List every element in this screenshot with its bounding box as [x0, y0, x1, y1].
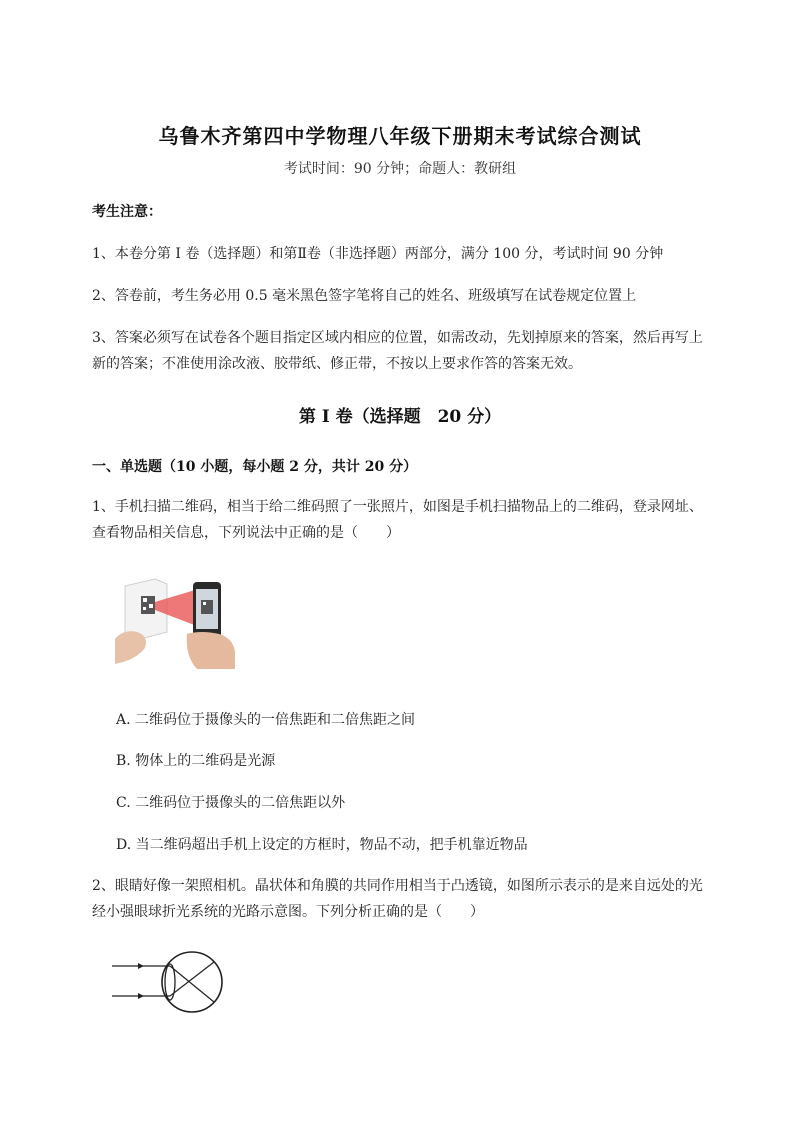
section-title: 第 I 卷（选择题 20 分） — [298, 407, 502, 427]
phone-scanning-qr-image — [115, 574, 235, 669]
eye-light-path-diagram — [112, 940, 232, 1025]
question-group-heading: 一、单选题（10 小题，每小题 2 分，共计 20 分） — [92, 459, 418, 475]
question-2-stem: 2、眼睛好像一架照相机。晶状体和角膜的共同作用相当于凸透镜，如图所示表示的是来自远处的光经小强眼球折光系统的光路示意图。下列分析正确的是（ ） — [92, 878, 703, 920]
notice-item-2: 2、答卷前，考生务必用 0.5 毫米黑色签字笔将自己的姓名、班级填写在试卷规定位置上 — [92, 288, 637, 304]
exam-info: 考试时间：90 分钟；命题人：教研组 — [283, 161, 517, 177]
question-1-option-c[interactable]: C. 二维码位于摄像头的二倍焦距以外 — [116, 795, 346, 811]
question-1-stem: 1、手机扫描二维码，相当于给二维码照了一张照片，如图是手机扫描物品上的二维码，登录网址、查看物品相关信息，下列说法中正确的是（ ） — [92, 499, 703, 541]
notice-heading: 考生注意： — [92, 204, 162, 220]
notice-item-3: 3、答案必须写在试卷各个题目指定区域内相应的位置，如需改动，先划掉原来的答案，然后再写上新的答案；不准使用涂改液、胶带纸、修正带，不按以上要求作答的答案无效。 — [92, 330, 703, 372]
page-title: 乌鲁木齐第四中学物理八年级下册期末考试综合测试 — [158, 124, 642, 148]
question-1-option-b[interactable]: B. 物体上的二维码是光源 — [116, 753, 276, 769]
notice-item-1: 1、本卷分第 I 卷（选择题）和第Ⅱ卷（非选择题）两部分，满分 100 分，考试时间 90 分钟 — [92, 246, 664, 262]
question-1-option-d[interactable]: D. 当二维码超出手机上设定的方框时，物品不动，把手机靠近物品 — [116, 837, 528, 853]
question-1-option-a[interactable]: A. 二维码位于摄像头的一倍焦距和二倍焦距之间 — [116, 712, 416, 728]
